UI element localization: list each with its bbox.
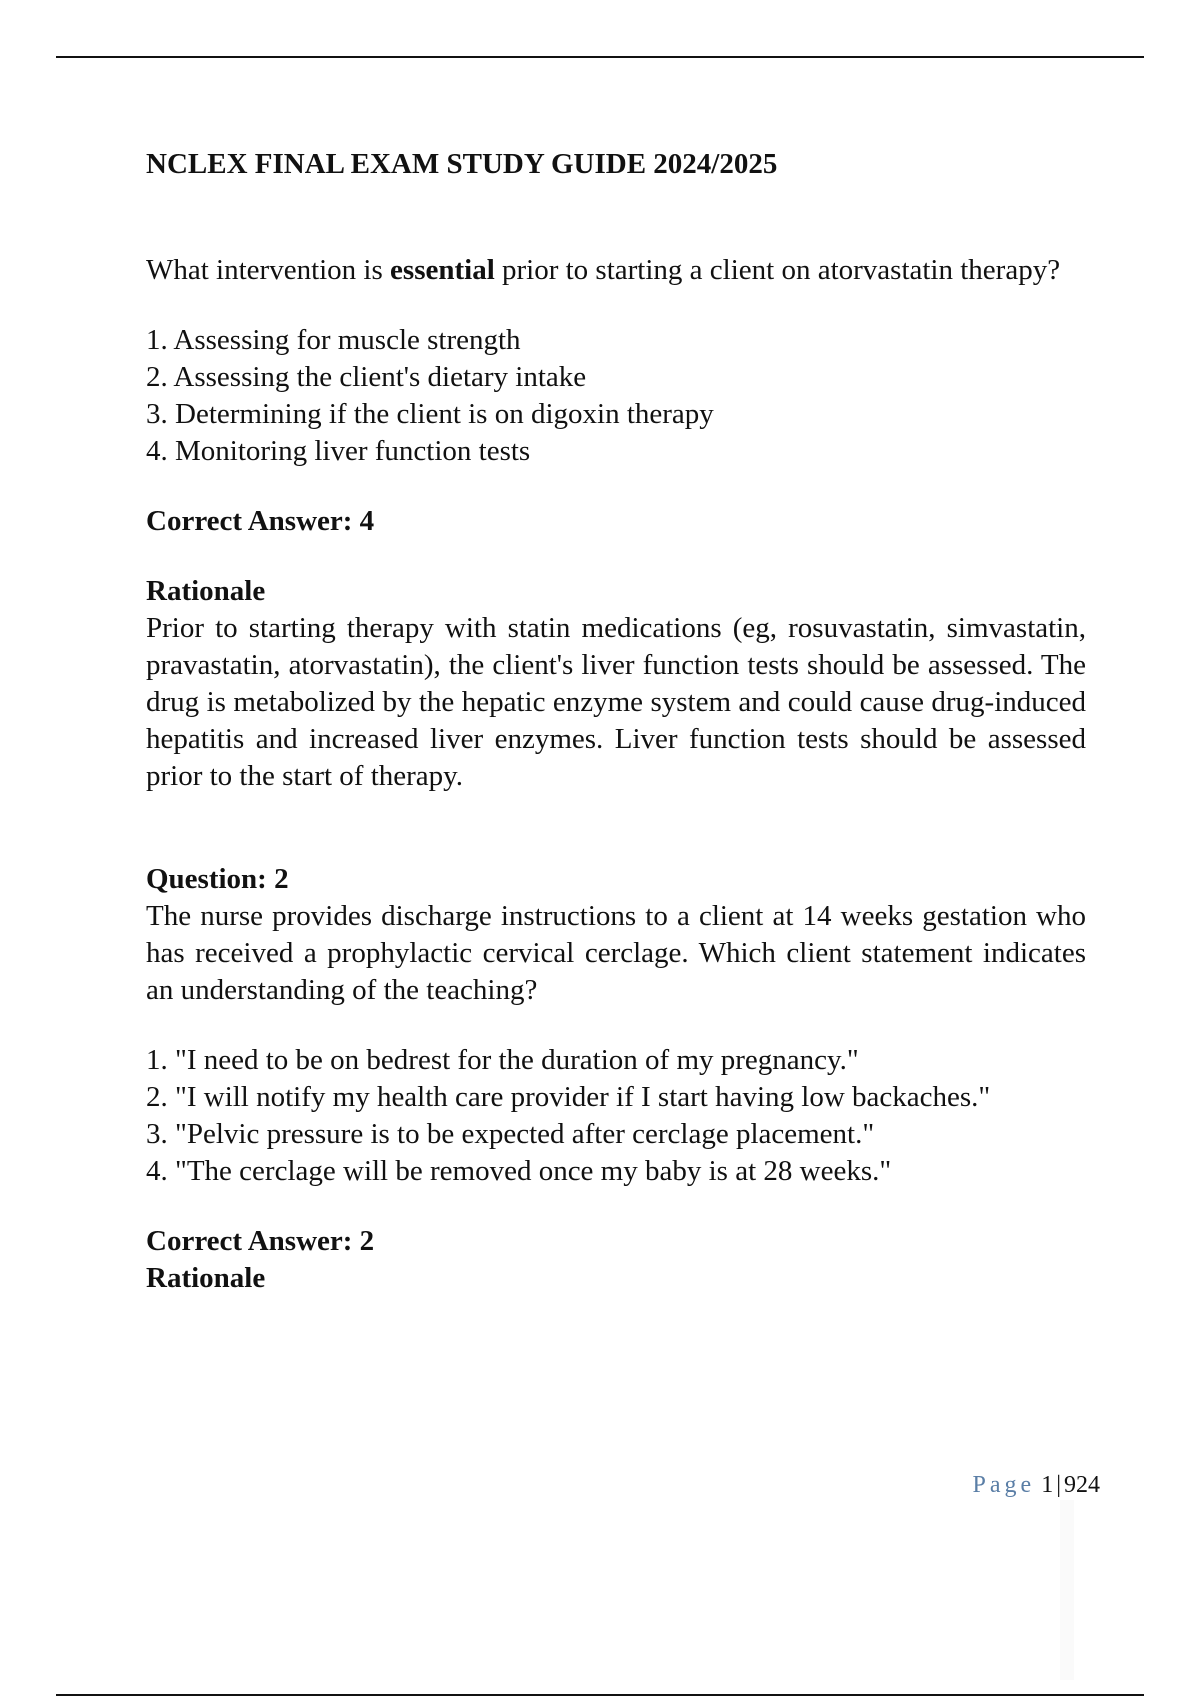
q2-options [146,1042,1086,1190]
document-body [146,146,1086,1297]
page-separator: | [1056,1472,1061,1498]
q1-rationale-text: Prior to starting therapy with statin medications (eg, rosuvastatin, simvastatin, pravastatin, atorvastatin), the client's liver function tests should be assessed. The drug is metabolized by the hepatic enzyme system and could cause drug-induced hepatitis and increased liver enzymes. Liver function tests should be assessed prior to the start of therapy. [146,612,1086,792]
q2-option-1: 1. "I need to be on bedrest for the duration of my pregnancy." [146,1044,859,1076]
q2-option-3: 3. "Pelvic pressure is to be expected after cerclage placement." [146,1118,875,1150]
q2-option-4: 4. "The cerclage will be removed once my baby is at 28 weeks." [146,1155,892,1187]
page-footer [900,1470,1100,1500]
q1-option-1: 1. Assessing for muscle strength [146,324,521,356]
q1-stem-before: What intervention is [146,254,391,286]
q2-correct-answer: Correct Answer: 2 [146,1225,375,1257]
document-title: NCLEX FINAL EXAM STUDY GUIDE 2024/2025 [146,148,778,180]
q1-options [146,322,1086,470]
q1-rationale-heading: Rationale [146,575,266,607]
q2-heading: Question: 2 [146,863,289,895]
total-pages: 924 [1064,1472,1100,1498]
q2-rationale-heading: Rationale [146,1262,266,1294]
page-label: Page [972,1472,1036,1498]
scan-shadow [1060,1500,1074,1680]
q1-correct-answer: Correct Answer: 4 [146,505,375,537]
page-number: 1 [1041,1472,1054,1498]
q1-option-2: 2. Assessing the client's dietary intake [146,361,587,393]
q1-stem [146,252,1086,289]
q1-option-3: 3. Determining if the client is on digoxin therapy [146,398,714,430]
q1-option-4: 4. Monitoring liver function tests [146,435,531,467]
bottom-rule [56,1694,1144,1696]
q1-stem-emphasis: essential [390,254,495,286]
q1-stem-after: prior to starting a client on atorvastatin therapy? [494,254,1061,286]
q2-stem: The nurse provides discharge instructions to a client at 14 weeks gestation who has received a prophylactic cervical cerclage. Which client statement indicates an understanding of the teaching? [146,900,1086,1006]
q2-option-2: 2. "I will notify my health care provider if I start having low backaches." [146,1081,991,1113]
top-rule [56,56,1144,58]
